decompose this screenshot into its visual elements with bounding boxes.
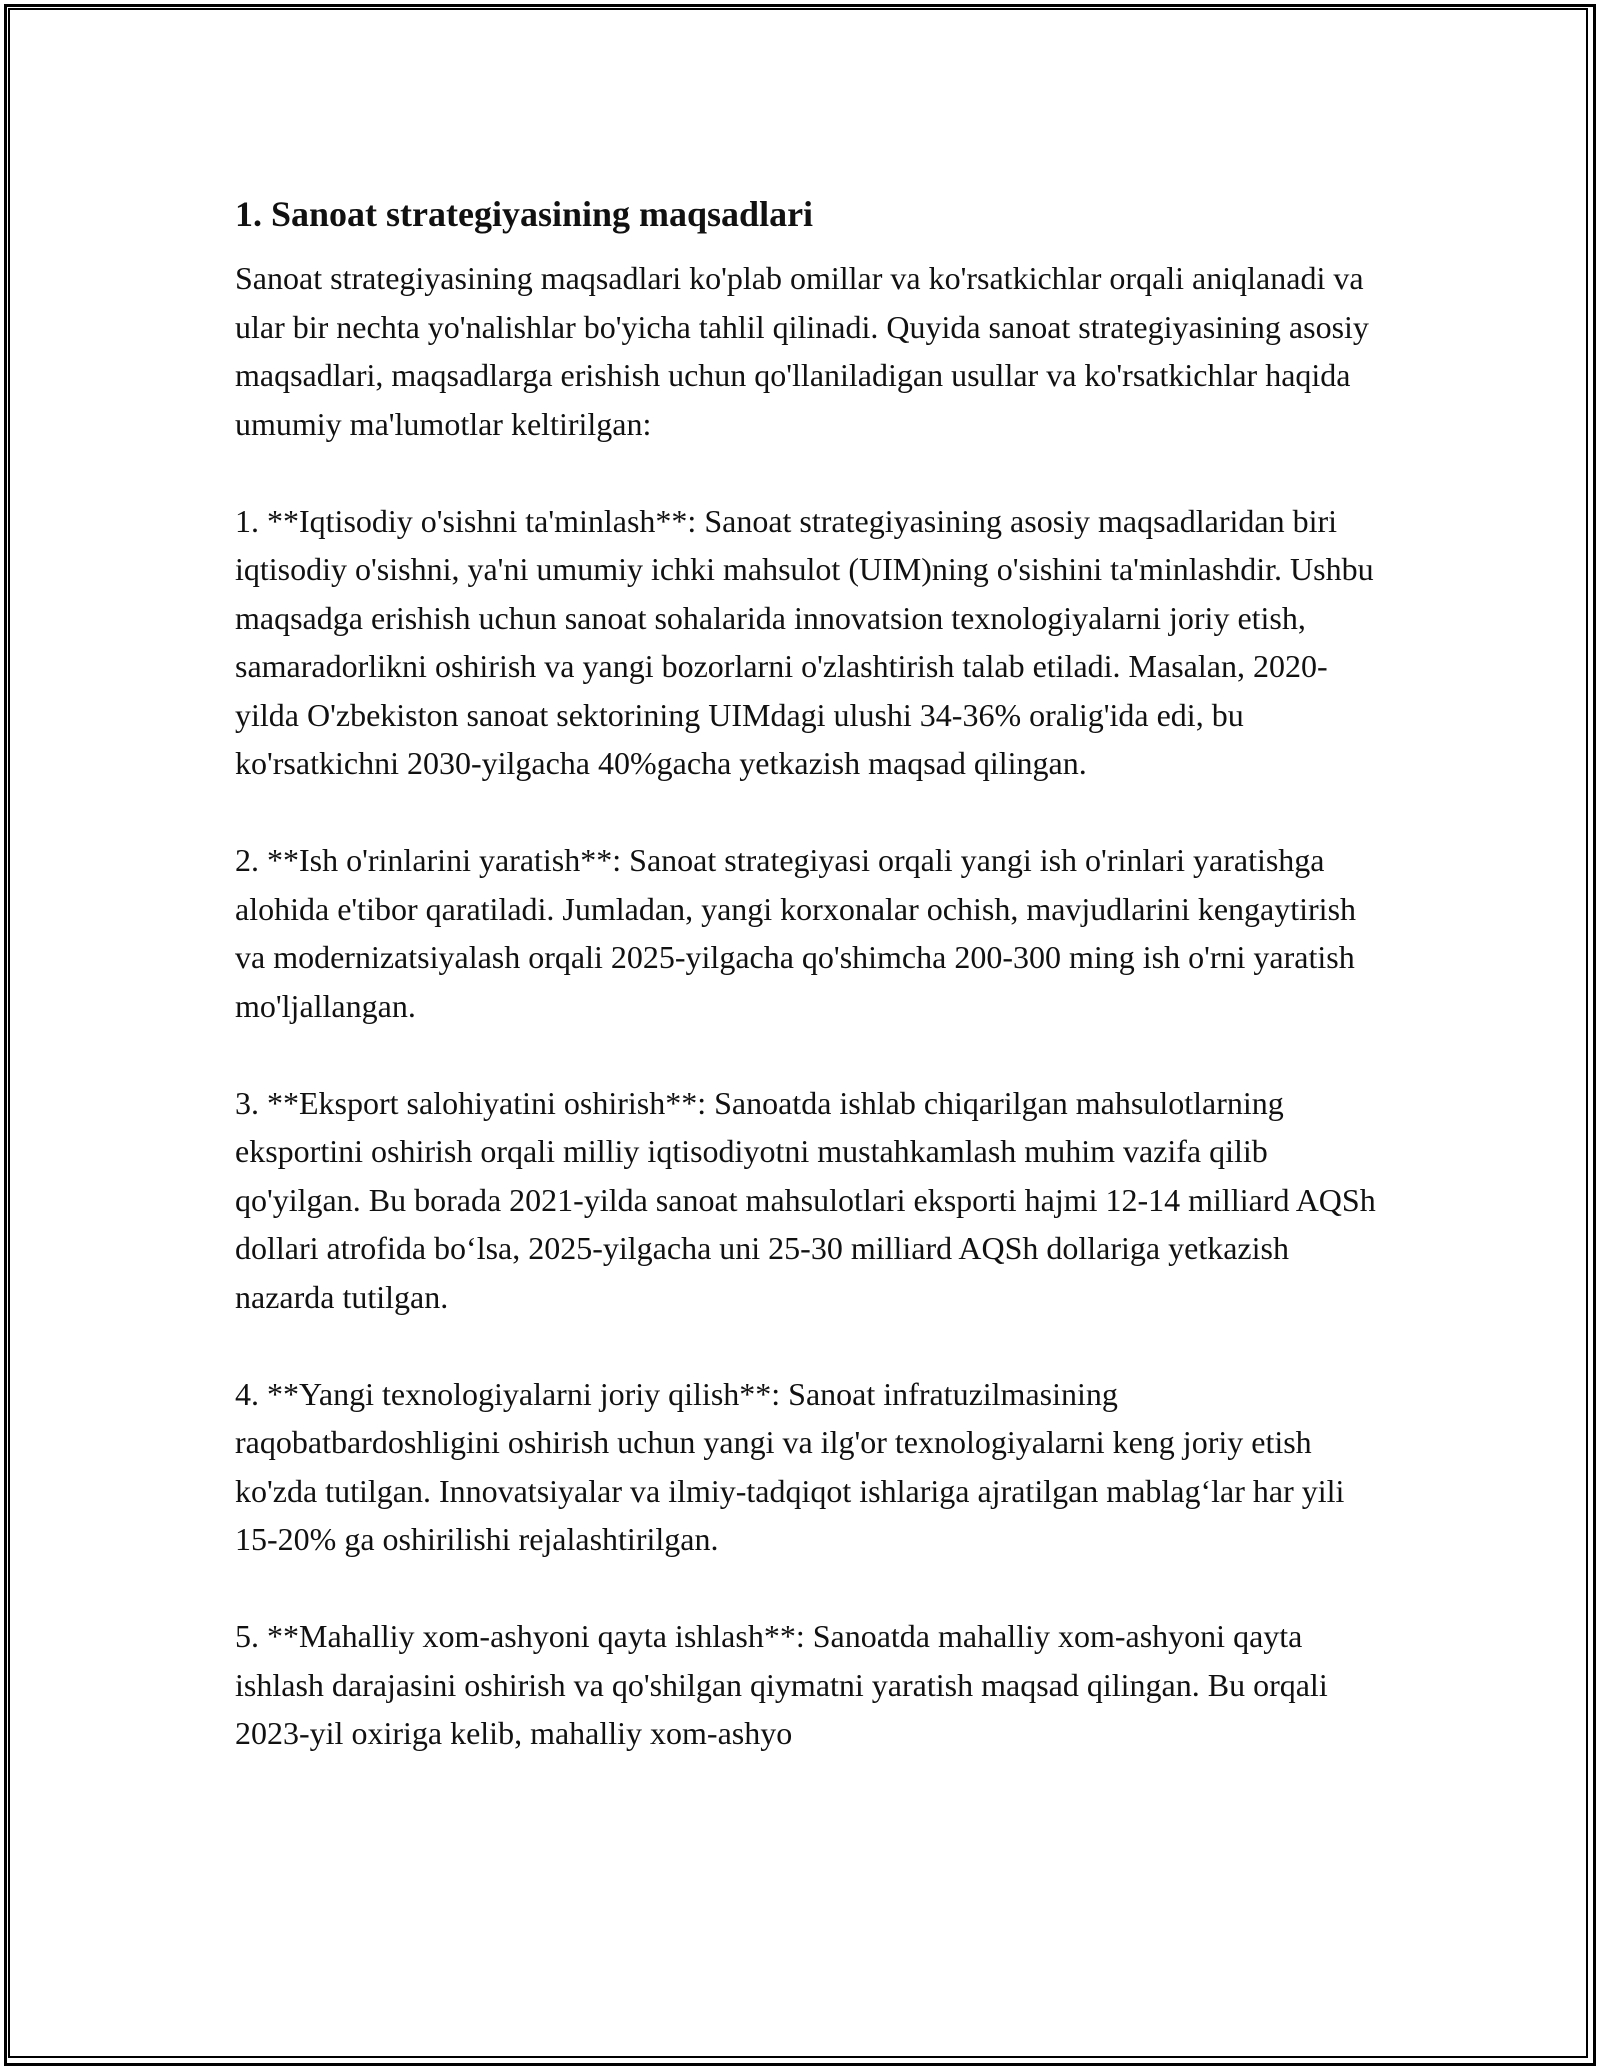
paragraph-local-raw-materials: 5. **Mahalliy xom-ashyoni qayta ishlash**: Sanoatda mahalliy xom-ashyoni qayta ishlash darajasini oshirish va qo'shilgan qiymatni yaratish maqsad qilingan. Bu orqali 2023-yil oxiriga kelib, mahalliy xom-ashyo xyxy=(235,1618,1328,1751)
intro-paragraph: Sanoat strategiyasining maqsadlari ko'plab omillar va ko'rsatkichlar orqali aniqlanadi va ular bir nechta yo'nalishlar bo'yicha tahlil qilinadi. Quyida sanoat strategiyasining asosiy maqsadlari, maqsadlarga erishish uchun qo'llaniladigan usullar va ko'rsatkichlar haqida umumiy ma'lumotlar keltirilgan: xyxy=(235,260,1369,442)
section-heading: 1. Sanoat strategiyasining maqsadlari xyxy=(235,194,814,234)
document-body xyxy=(235,186,1385,1806)
paragraph-export-potential: 3. **Eksport salohiyatini oshirish**: Sanoatda ishlab chiqarilgan mahsulotlarning eksportini oshirish orqali milliy iqtisodiyotni mustahkamlash muhim vazifa qilib qo'yilgan. Bu borada 2021-yilda sanoat mahsulotlari eksporti hajmi 12-14 milliard AQSh dollari atrofida bo‘lsa, 2025-yilgacha uni 25-30 milliard AQSh dollariga yetkazish nazarda tutilgan. xyxy=(235,1084,1376,1315)
paragraph-job-creation: 2. **Ish o'rinlarini yaratish**: Sanoat strategiyasi orqali yangi ish o'rinlari yaratishga alohida e'tibor qaratiladi. Jumladan, yangi korxonalar ochish, mavjudlarini kengaytirish va modernizatsiyalash orqali 2025-yilgacha qo'shimcha 200-300 ming ish o'rni yaratish mo'ljallangan. xyxy=(235,842,1357,1024)
paragraph-new-technologies: 4. **Yangi texnologiyalarni joriy qilish**: Sanoat infratuzilmasining raqobatbardoshligini oshirish uchun yangi va ilg'or texnologiyalarni keng joriy etish ko'zda tutilgan. Innovatsiyalar va ilmiy-tadqiqot ishlariga ajratilgan mablag‘lar har yili 15-20% ga oshirilishi rejalashtirilgan. xyxy=(235,1375,1345,1557)
paragraph-economic-growth: 1. **Iqtisodiy o'sishni ta'minlash**: Sanoat strategiyasining asosiy maqsadlaridan biri iqtisodiy o'sishni, ya'ni umumiy ichki mahsulot (UIM)ning o'sishini ta'minlashdir. Ushbu maqsadga erishish uchun sanoat sohalarida innovatsion texnologiyalarni joriy etish, samaradorlikni oshirish va yangi bozorlarni o'zlashtirish talab etiladi. Masalan, 2020-yilda O'zbekiston sanoat sektorining UIMdagi ulushi 34-36% oralig'ida edi, bu ko'rsatkichni 2030-yilgacha 40%gacha yetkazish maqsad qilingan. xyxy=(235,502,1374,781)
